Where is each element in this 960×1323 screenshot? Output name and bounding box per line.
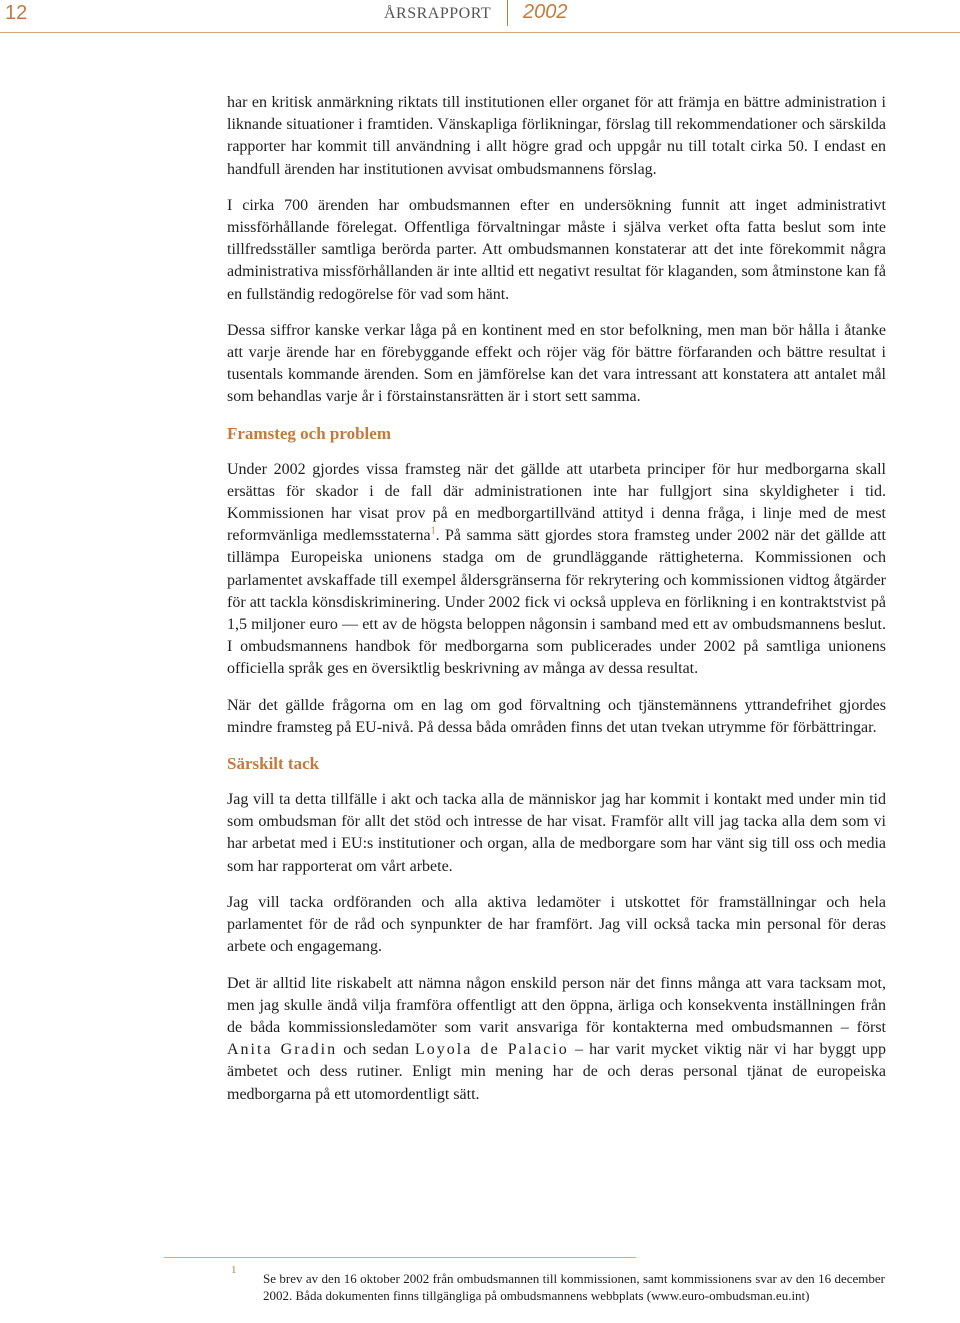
paragraph-6: Jag vill ta detta tillfälle i akt och tacka alla de människor jag har kommit i kontakt med under min tid som ombudsman för allt det stöd och intresse de har visat. Framför allt vill jag tacka alla dem som vi har arbetat med i EU:s institutioner och organ, alla de medborgare som har vänt sig till oss och media som har rapporterat om vårt arbete. <box>227 791 886 875</box>
paragraph-8-text-a: Det är alltid lite riskabelt att nämna någon enskild person när det finns många att vara tacksam mot, men jag skulle ändå vilja framföra offentligt att den öppna, ärliga och konsekventa inställningen från de båda kommissionsledamöter som varit ansvariga för kontakterna med ombudsmannen – först <box>227 974 886 1036</box>
footnote-reference[interactable]: 1 <box>430 525 436 537</box>
page-number: 12 <box>5 2 28 24</box>
body-text <box>227 92 886 1120</box>
paragraph-1: har en kritisk anmärkning riktats till institutionen eller organet för att främja en bättre administration i liknande situationer i framtiden. Vänskapliga förlikningar, förslag till rekommendationer och särskilda rapporter har kommit till användning i allt högre grad och uppgår nu till totalt cirka 50. I endast en handfull ärenden har institutionen avvisat ombudsmannens förslag. <box>227 94 886 178</box>
footnote-divider <box>164 1257 636 1258</box>
running-title: ÅRSRAPPORT <box>384 5 492 22</box>
paragraph-7: Jag vill tacka ordföranden och alla aktiva ledamöter i utskottet för framställningar och hela parlamentet för de råd och synpunkter de har framfört. Jag vill också tacka min personal för deras arbete och engagemang. <box>227 893 886 956</box>
footnote-marker: 1 <box>231 1264 237 1276</box>
paragraph-8-text-b: och sedan <box>337 1041 416 1059</box>
page-header <box>0 0 960 33</box>
report-year: 2002 <box>523 1 568 23</box>
person-name-gradin: Anita Gradin <box>227 1041 338 1059</box>
section-heading-thanks: Särskilt tack <box>227 754 320 774</box>
paragraph-3: Dessa siffror kanske verkar låga på en kontinent med en stor befolkning, men man bör hålla i åtanke att varje ärende har en förebyggande effekt och röjer väg för bättre förfaranden och bättre resultat i tusentals kommande ärenden. Som en jämförelse kan det vara intressant att konstatera att antalet mål som behandlas varje år i förstainstansrätten är i stort sett samma. <box>227 321 886 406</box>
section-heading-progress: Framsteg och problem <box>227 423 391 443</box>
paragraph-8 <box>227 973 886 1106</box>
paragraph-4-text-b: . På samma sätt gjordes stora framsteg under 2002 när det gällde att tillämpa Europeiska unionens stadga om de grundläggande rättigheterna. Kommissionen och parlamentet avskaffade till exempel åldersgränserna för rekrytering och kommissionen vidtog åtgärder för att tackla könsdiskriminering. Under 2002 fick vi också uppleva en förlikning i en kontraktstvist på 1,5 miljoner euro — ett av de högsta beloppen någonsin i samband med ett av ombudsmannens beslut. I ombudsmannens handbok för medborgarna som publicerades under 2002 på samtliga unionens officiella språk ges en översiktlig beskrivning av många av dessa resultat. <box>227 527 886 678</box>
footnote-text: Se brev av den 16 oktober 2002 från ombudsmannen till kommissionen, samt kommissionens svar av den 16 december 2002. Båda dokumenten finns tillgängliga på ombudsmannens webbplats (www.euro-ombudsman.eu.int) <box>263 1271 885 1303</box>
paragraph-2: I cirka 700 ärenden har ombudsmannen efter en undersökning funnit att inget administrativt missförhållande förelegat. Offentliga förvaltningar måste i själva verket ofta fatta beslut som inte tillfredsställer samtliga berörda parter. Att ombudsmannen konstaterar att det inte förekommit några administrativa missförhållanden är inte alltid ett negativt resultat för klaganden, som åtminstone kan få en fullständig redogörelse för vad som hänt. <box>227 196 886 303</box>
paragraph-4-text-a: Under 2002 gjordes vissa framsteg när det gällde att utarbeta principer för hur medborgarna skall ersättas för skador i de fall där administrationen inte har fullgjort sina skyldigheter i tid. Kommissionen har visat prov på en medborgartillvänd attityd i denna fråga, i linje med de mest reformvänliga medlemsstaterna <box>227 460 886 545</box>
paragraph-4 <box>227 459 886 681</box>
person-name-palacio: Loyola de Palacio <box>415 1041 569 1059</box>
paragraph-8-text-c: – har varit mycket viktig när vi har byggt upp ämbetet och dess rutiner. Enligt min mening har de och deras personal tjänat de europeiska medborgarna på ett utomordentligt sätt. <box>227 1041 887 1103</box>
header-divider <box>507 0 508 26</box>
paragraph-5: När det gällde frågorna om en lag om god förvaltning och tjänstemännens yttrandefrihet gjordes mindre framsteg på EU-nivå. På dessa båda områden finns det utan tvekan utrymme för förbättringar. <box>227 696 886 736</box>
